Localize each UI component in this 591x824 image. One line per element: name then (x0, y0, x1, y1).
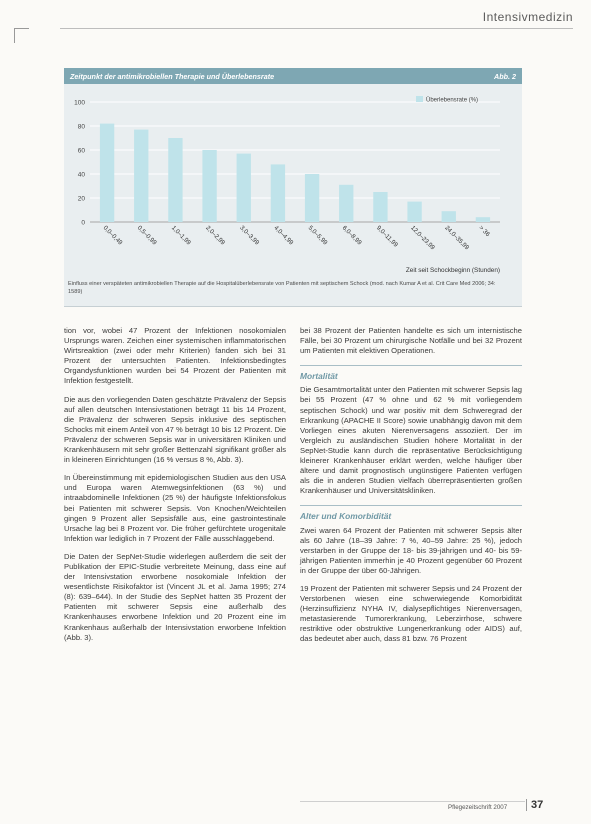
y-tick-label: 100 (74, 99, 85, 107)
bar (237, 154, 251, 222)
paragraph: In Übereinstimmung mit epidemiologischen Studien aus den USA und Europa waren Atemwegsinfektionen (63 %) und intraabdominelle Infektionen (25 %) der häufigste Infektionsfokus bei Patienten mit schwerer Sepsis. Von Knochen/Weichteilen gingen 9 Prozent aller Sepsisfälle aus, eine gastrointestinale Ursache lag bei 8 Prozent vor. Die früher gefürchtete urogenitale Infektion war lediglich in 7 Prozent der Fälle ausschlaggebend. (64, 473, 286, 543)
x-tick-label: 3,0–3,99 (238, 224, 261, 247)
paragraph: Die aus den vorliegenden Daten geschätzte Prävalenz der Sepsis auf allen deutschen Intensivstationen beträgt 11 bis 14 Prozent, die Prävalenz der schweren Sepsis inklusive des septischen Schocks mit einem Anteil von 47 % beträgt 10 bis 12 Prozent. Die Prävalenz der schweren Sepsis war in universitären Kliniken und Krankenhäusern mit sehr großer Bettenzahl signifikant größer als in kleineren Einrichtungen (16 % versus 8 %, Abb. 3). (64, 394, 286, 465)
footer-rule (300, 801, 525, 802)
x-tick-label: 4,0–4,99 (272, 224, 295, 247)
x-axis-title: Zeit seit Schockbeginn (Stunden) (405, 267, 500, 274)
paragraph: Die Daten der SepNet-Studie widerlegen außerdem die seit der Publikation der EPIC-Studie verbreitete Meinung, dass eine auf der Intensivstation erworbene nosokomiale Infektion der wesentlichste Risikofaktor ist (Vincent JL et al. Jama 1995; 274 (8): 639–644). In der Studie des SepNet hatten 35 Prozent der Patienten mit schwerer Sepsis eine außerhalb des Krankenhauses erworbene Infektion und 20 Prozent eine im Krankenhaus außerhalb der Intensivstation erworbene Infektion (Abb. 3). (64, 551, 286, 642)
figure-title: Zeitpunkt der antimikrobiellen Therapie und Überlebensrate (70, 71, 275, 81)
bar (373, 192, 387, 222)
bar (202, 150, 216, 222)
crop-mark (14, 28, 29, 43)
x-tick-label: 24,0–35,99 (443, 224, 471, 252)
x-tick-label: > 36 (477, 224, 492, 239)
journal-name: Pflegezeitschrift 2007 (448, 804, 508, 811)
header-rule (60, 28, 573, 29)
page-number: 37 (526, 799, 543, 811)
x-tick-label: 0,0–0,49 (101, 224, 124, 247)
x-tick-label: 12,0–23,99 (409, 224, 437, 252)
x-tick-label: 2,0–2,99 (204, 224, 227, 247)
legend-label: Überlebensrate (%) (426, 97, 479, 104)
legend-swatch (416, 96, 423, 102)
figure-title-bar (64, 68, 522, 84)
y-tick-label: 20 (77, 195, 85, 203)
bar (271, 164, 285, 222)
y-tick-label: 60 (77, 147, 85, 155)
text-column-left (64, 326, 286, 651)
paragraph: bei 38 Prozent der Patienten handelte es sich um internistische Fälle, bei 30 Prozent um chirurgische Notfälle und bei 32 Prozent um Patienten mit elektiven Operationen. (300, 326, 522, 356)
paragraph: 19 Prozent der Patienten mit schwerer Sepsis und 24 Prozent der Verstorbenen wiesen eine schwerwiegende Komorbidität (Herzinsuffizienz NYHA IV, dialysepflichtiges Nierenversagen, metastasierende Tumorerkrankung, Leberzirrhose, schwere restriktive oder obstruktive Lungenerkrankung oder AIDS) auf, das bedeutet aber auch, dass 81 bzw. 76 Prozent (300, 583, 522, 644)
bar (476, 217, 490, 222)
running-header: Intensivmedizin (482, 10, 573, 24)
bar (407, 202, 421, 222)
paragraph: Die Gesamtmortalität unter den Patienten mit schwerer Sepsis lag bei 55 Prozent (47 % ohne und 62 % mit vorliegendem septischen Schock) und war positiv mit dem Schweregrad der Erkrankung (APACHE II Score) sowie unabhängig davon mit dem Vorliegen eines akuten Nierenversagens assoziiert. Der im Vergleich zu ausländischen Studien höhere Mortalität in der SepNet-Studie kann durch die repräsentative Berücksichtigung kleinerer Krankenhäuser erklärt werden, welche häufiger über ältere und damit prognostisch ungünstigere Patienten verfügen als die in anderen Studien vielfach überrepräsentierten großen Krankenhäuser und Universitätskliniken. (300, 385, 523, 496)
bar (442, 211, 456, 222)
survival-bar-chart (64, 88, 522, 278)
section-heading-age-comorbidity: Alter und Komorbidität (300, 505, 522, 521)
bar (168, 138, 182, 222)
x-tick-label: 5,0–5,99 (306, 224, 329, 247)
x-tick-label: 1,0–1,99 (170, 224, 192, 247)
figure-label: Abb. 2 (494, 71, 516, 81)
figure-caption: Einfluss einer verspäteten antimikrobiellen Therapie auf die Hospitalüberlebensrate von Patienten mit septischem Schock (mod. nach Kumar A et al. Crit Care Med 2006; 34: 1589) (68, 281, 496, 295)
text-column-right (300, 326, 522, 653)
x-tick-label: 0,5–0,99 (135, 224, 158, 247)
paragraph: tion vor, wobei 47 Prozent der Infektionen nosokomialen Ursprungs waren. Zeichen einer systemischen inflammatorischen Wirtsreaktion (zwei oder mehr Kriterien) fanden sich bei 31 Prozent der untersuchten Patienten. Infektionsbedingtes Organdysfunktionen wurden bei 54 Prozent der Patienten mit Infektion festgestellt. (64, 326, 286, 386)
bar (305, 174, 319, 222)
y-tick-label: 40 (77, 171, 85, 179)
bar (134, 130, 148, 222)
bar (100, 124, 114, 222)
y-tick-label: 80 (77, 123, 85, 131)
figure-box (64, 68, 522, 307)
paragraph: Zwei waren 64 Prozent der Patienten mit schwerer Sepsis älter als 60 Jahre (18–39 Jahre: 7 %, 40–59 Jahre: 25 %), jedoch verstarben in der Gruppe der 18- bis 39-jährigen und 40- bis 59-jährigen Patienten immerhin je 40 Prozent gegenüber 60 Prozent in der Gruppe der über 60-Jährigen. (300, 525, 522, 575)
section-heading-mortality: Mortalität (300, 365, 522, 381)
y-tick-label: 0 (81, 219, 85, 227)
x-tick-label: 9,0–11,99 (375, 224, 400, 249)
x-tick-label: 6,0–8,99 (340, 224, 363, 247)
bar (339, 185, 353, 222)
